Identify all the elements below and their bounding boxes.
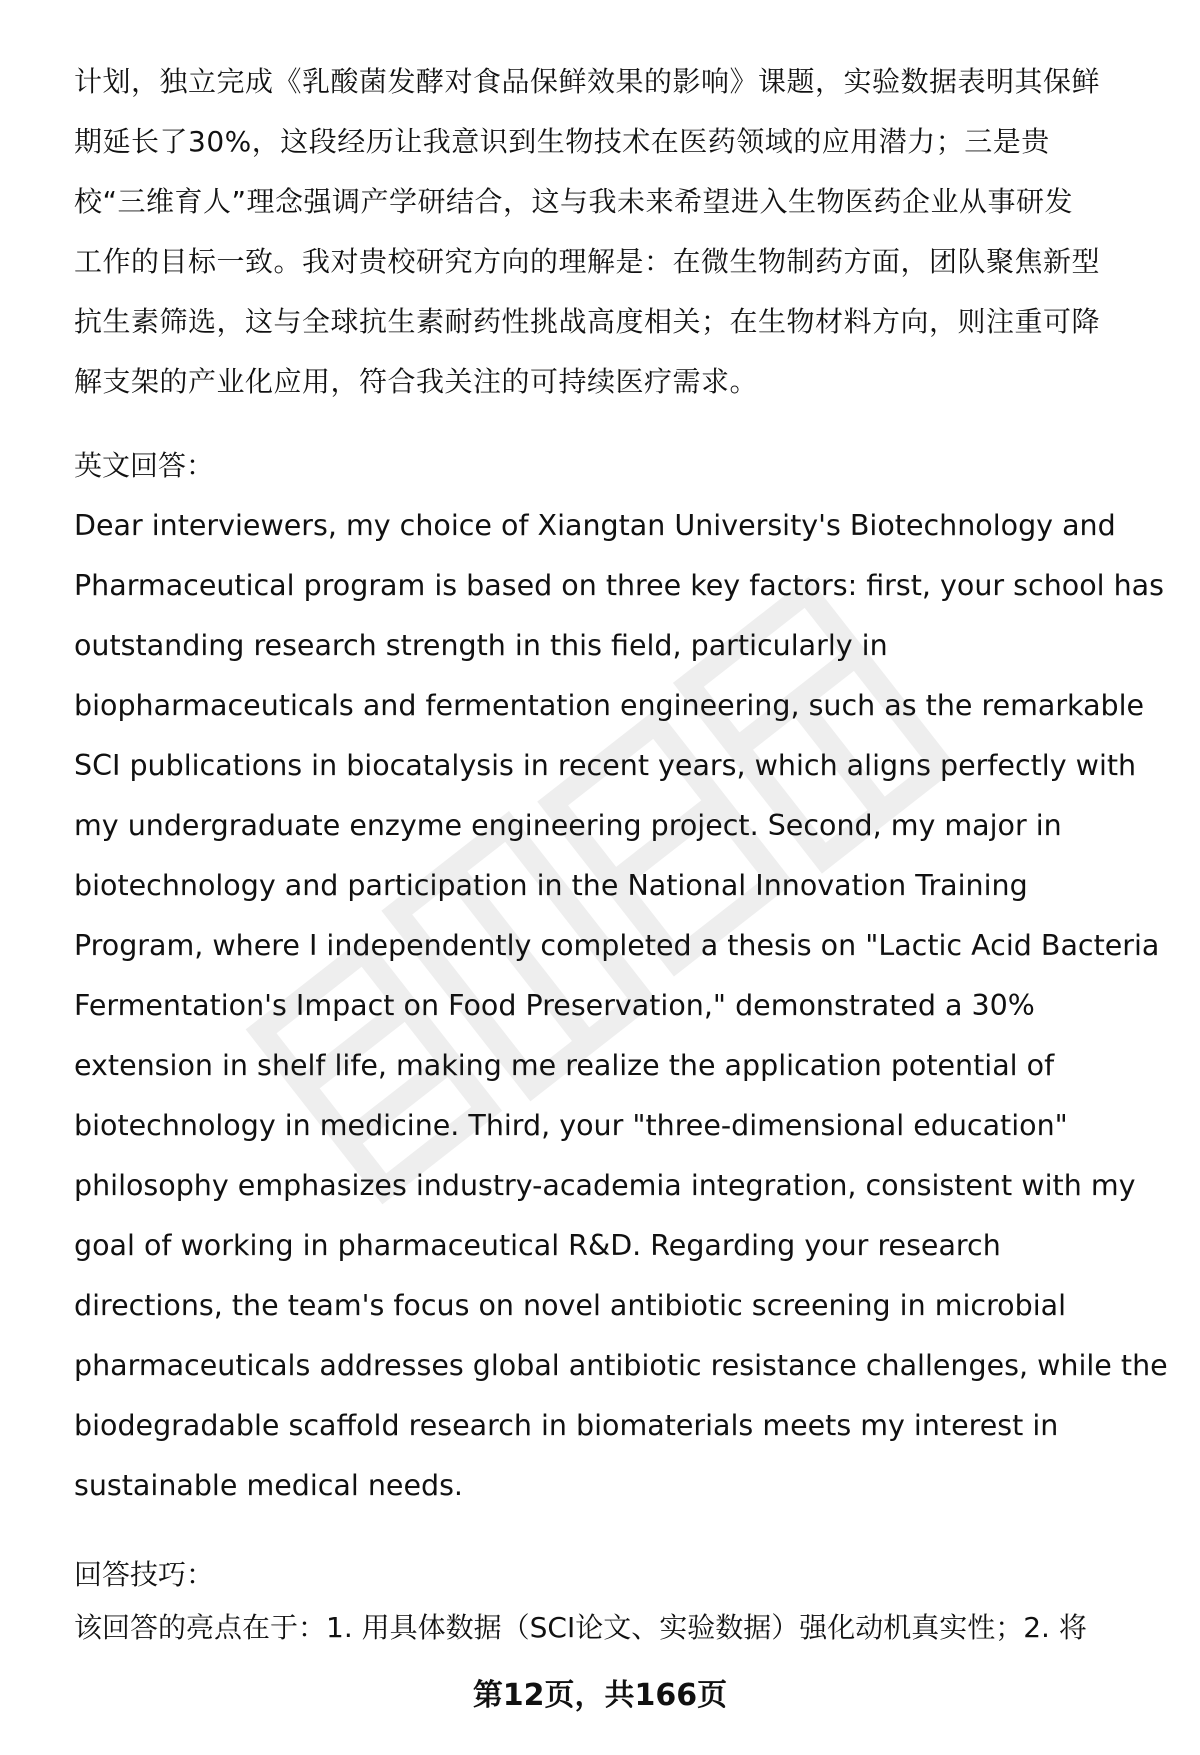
- text-line: Fermentation's Impact on Food Preservation," demonstrated a 30%: [74, 989, 1035, 1022]
- text-line: 期延长了30%，这段经历让我意识到生物技术在医药领域的应用潜力；三是贵: [74, 125, 1050, 158]
- text-line: biotechnology in medicine. Third, your "three-dimensional education": [74, 1109, 1068, 1142]
- text-line: biopharmaceuticals and fermentation engineering, such as the remarkable: [74, 689, 1145, 722]
- text-line: Dear interviewers, my choice of Xiangtan University's Biotechnology and: [74, 509, 1116, 542]
- text-line: 解支架的产业化应用，符合我关注的可持续医疗需求。: [74, 365, 759, 398]
- text-line: extension in shelf life, making me realize the application potential of: [74, 1049, 1055, 1082]
- answer-tips-paragraph: [74, 1598, 1164, 1658]
- text-line: 抗生素筛选，这与全球抗生素耐药性挑战高度相关；在生物材料方向，则注重可降: [74, 305, 1101, 338]
- text-line: directions, the team's focus on novel antibiotic screening in microbial: [74, 1289, 1066, 1322]
- text-line: sustainable medical needs.: [74, 1469, 463, 1502]
- text-line: philosophy emphasizes industry-academia integration, consistent with my: [74, 1169, 1136, 1202]
- text-line: Program, where I independently completed a thesis on "Lactic Acid Bacteria: [74, 929, 1160, 962]
- answer-tips-heading: 回答技巧：: [74, 1558, 215, 1591]
- text-line: my undergraduate enzyme engineering project. Second, my major in: [74, 809, 1062, 842]
- text-line: 计划，独立完成《乳酸菌发酵对食品保鲜效果的影响》课题，实验数据表明其保鲜: [74, 65, 1101, 98]
- english-answer-paragraph: [74, 496, 1168, 1516]
- text-line: 校“三维育人”理念强调产学研结合，这与我未来希望进入生物医药企业从事研发: [74, 185, 1074, 218]
- text-line: outstanding research strength in this field, particularly in: [74, 629, 888, 662]
- text-line: 该回答的亮点在于：1. 用具体数据（SCI论文、实验数据）强化动机真实性；2. 将: [74, 1611, 1087, 1644]
- text-line: 工作的目标一致。我对贵校研究方向的理解是：在微生物制药方面，团队聚焦新型: [74, 245, 1101, 278]
- english-answer-heading: 英文回答：: [74, 449, 215, 482]
- text-line: goal of working in pharmaceutical R&D. Regarding your research: [74, 1229, 1001, 1262]
- chinese-answer-paragraph: [74, 52, 1164, 412]
- text-line: SCI publications in biocatalysis in recent years, which aligns perfectly with: [74, 749, 1137, 782]
- page-number-footer: 第12页，共166页: [472, 1678, 728, 1713]
- text-line: biotechnology and participation in the National Innovation Training: [74, 869, 1028, 902]
- text-line: Pharmaceutical program is based on three key factors: first, your school has: [74, 569, 1164, 602]
- text-line: pharmaceuticals addresses global antibiotic resistance challenges, while the: [74, 1349, 1168, 1382]
- text-line: biodegradable scaffold research in biomaterials meets my interest in: [74, 1409, 1059, 1442]
